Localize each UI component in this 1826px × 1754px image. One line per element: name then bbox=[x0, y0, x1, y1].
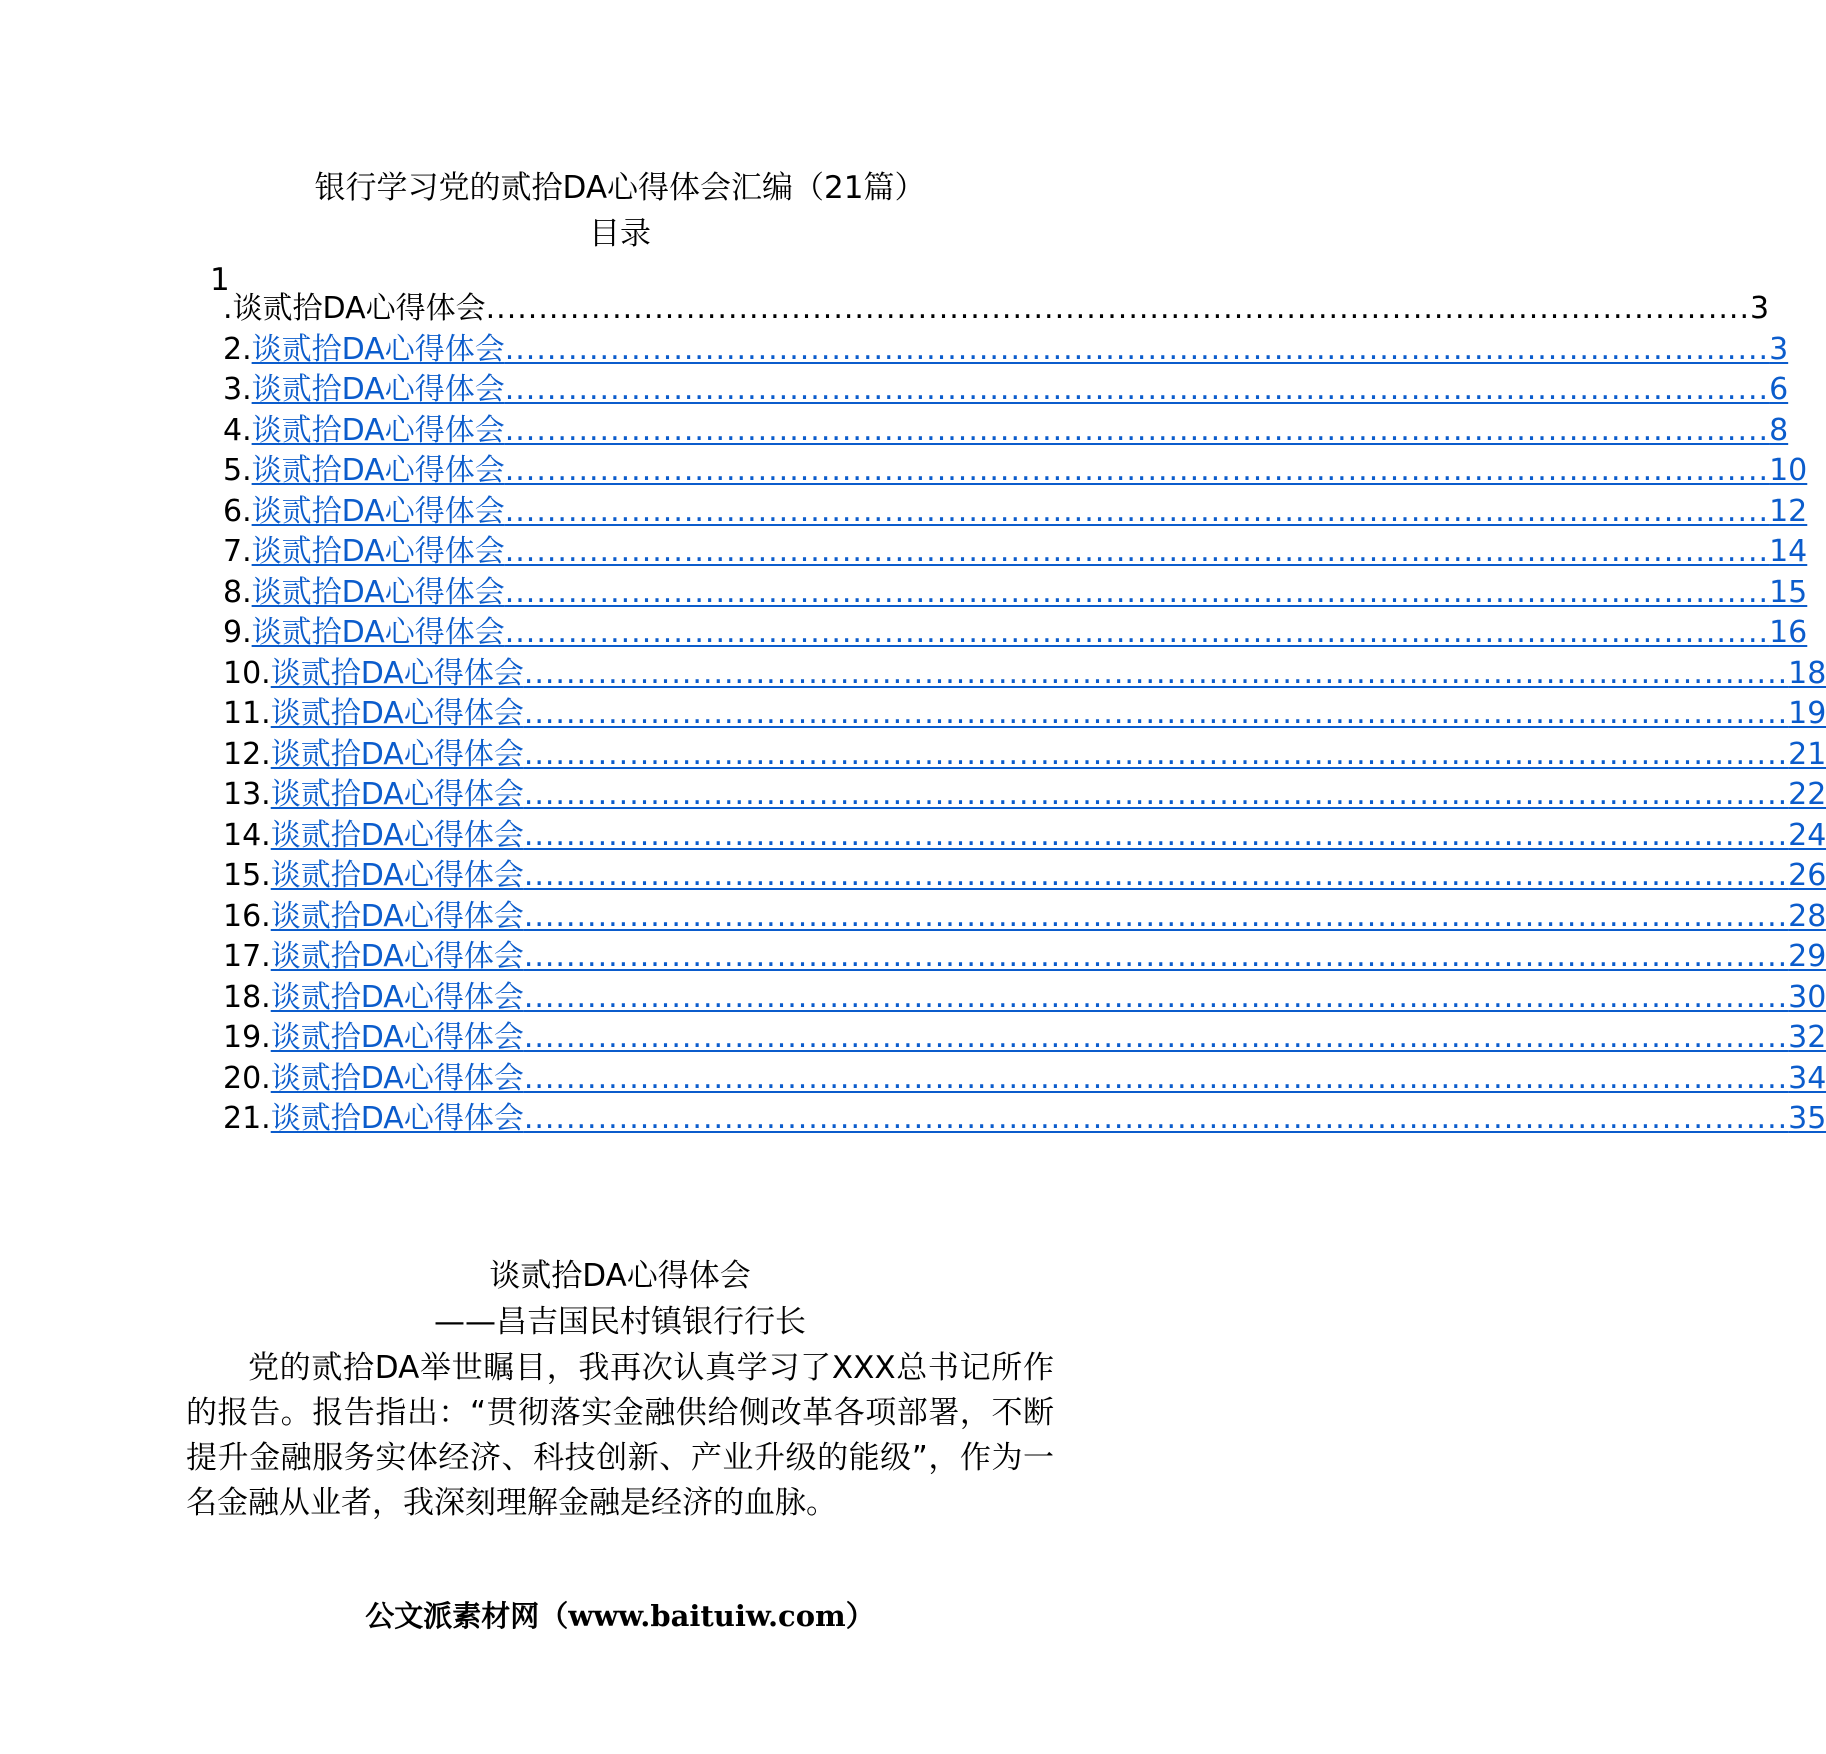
toc-entry-link[interactable] bbox=[252, 610, 1808, 655]
toc-leader-dots: ........................................................................................................................ bbox=[523, 898, 1789, 934]
toc-row bbox=[223, 772, 1826, 817]
toc-page-number: 12 bbox=[1769, 493, 1808, 529]
toc-entry-link[interactable] bbox=[271, 934, 1826, 979]
toc-entry-link[interactable] bbox=[252, 489, 1808, 534]
toc-row bbox=[223, 327, 1789, 372]
toc-lead-number: 1 bbox=[210, 262, 230, 298]
toc-page-number: 16 bbox=[1769, 615, 1808, 650]
toc-page-number: 18 bbox=[1788, 655, 1826, 691]
toc-item-number: 4. bbox=[223, 412, 252, 448]
toc-page-number: 15 bbox=[1769, 574, 1808, 610]
toc-row bbox=[223, 732, 1826, 777]
toc-entry-link[interactable] bbox=[252, 448, 1808, 493]
toc-item-number: 11. bbox=[223, 696, 271, 731]
toc-entry-link[interactable] bbox=[252, 408, 1789, 453]
toc-entry-label: 谈贰拾DA心得体会 bbox=[251, 574, 505, 610]
toc-entry-label: 谈贰拾DA心得体会 bbox=[270, 858, 524, 893]
toc-page-number: 35 bbox=[1788, 1101, 1826, 1136]
toc-page-number: 26 bbox=[1788, 858, 1826, 893]
article-subtitle: ——昌吉国民村镇银行行长 bbox=[434, 1304, 806, 1340]
toc-page-number: 22 bbox=[1788, 777, 1826, 812]
toc-row bbox=[223, 489, 1808, 534]
toc-entry-label: 谈贰拾DA心得体会 bbox=[270, 979, 524, 1015]
toc-leader-dots: ........................................................................................................................ bbox=[485, 291, 1750, 326]
article-paragraph: 党的贰拾DA举世瞩目，我再次认真学习了XXX总书记所作的报告。报告指出：“贯彻落实金融供给侧改革各项部署，不断提升金融服务实体经济、科技创新、产业升级的能级”，作为一名金融从业者，我深刻理解金融是经济的血脉。 bbox=[186, 1350, 1054, 1521]
toc-entry-label: .谈贰拾DA心得体会 bbox=[223, 291, 486, 326]
toc-entry-label: 谈贰拾DA心得体会 bbox=[251, 372, 505, 407]
toc-row bbox=[223, 651, 1826, 696]
toc-entry-label: 谈贰拾DA心得体会 bbox=[270, 1020, 524, 1055]
toc-row bbox=[223, 934, 1826, 979]
toc-heading: 目录 bbox=[589, 216, 651, 252]
toc-page-number: 30 bbox=[1788, 979, 1826, 1015]
toc-row bbox=[223, 448, 1808, 493]
toc-page-number: 28 bbox=[1788, 898, 1826, 934]
toc-leader-dots: ........................................................................................................................ bbox=[523, 736, 1789, 772]
toc-page-number: 34 bbox=[1788, 1060, 1826, 1096]
toc-page-number: 21 bbox=[1788, 736, 1826, 772]
toc-row bbox=[223, 691, 1826, 736]
toc-entry-link[interactable] bbox=[271, 853, 1826, 898]
toc-leader-dots: ........................................................................................................................ bbox=[504, 331, 1770, 367]
toc-entry-link[interactable] bbox=[271, 1096, 1826, 1141]
toc-item-number: 18. bbox=[223, 979, 271, 1015]
toc-entry-link[interactable] bbox=[271, 975, 1826, 1020]
toc-row bbox=[223, 529, 1808, 574]
toc-leader-dots: ........................................................................................................................ bbox=[523, 1020, 1789, 1055]
toc-item-number: 20. bbox=[223, 1060, 271, 1096]
toc-page-number: 29 bbox=[1788, 939, 1826, 974]
toc-entry-label: 谈贰拾DA心得体会 bbox=[251, 534, 505, 569]
toc-leader-dots: ........................................................................................................................ bbox=[504, 493, 1770, 529]
toc-item-number: 13. bbox=[223, 777, 271, 812]
footer-watermark: 公文派素材网（www.baituiw.com） bbox=[365, 1599, 875, 1633]
toc-row bbox=[223, 1015, 1826, 1060]
toc-item-number: 15. bbox=[223, 858, 271, 893]
toc-entry-link[interactable] bbox=[271, 894, 1826, 939]
document-title: 银行学习党的贰拾DA心得体会汇编（21篇） bbox=[314, 170, 926, 206]
toc-entry-label: 谈贰拾DA心得体会 bbox=[251, 412, 505, 448]
toc-entry-label: 谈贰拾DA心得体会 bbox=[270, 817, 524, 853]
toc-entry-label: 谈贰拾DA心得体会 bbox=[270, 1101, 524, 1136]
toc-item-number: 2. bbox=[223, 331, 252, 367]
toc-item-number: 10. bbox=[223, 655, 271, 691]
toc-leader-dots: ........................................................................................................................ bbox=[523, 655, 1789, 691]
toc-item-number: 3. bbox=[223, 372, 252, 407]
toc-item-number: 14. bbox=[223, 817, 271, 853]
toc-leader-dots: ........................................................................................................................ bbox=[523, 1101, 1789, 1136]
toc-row bbox=[223, 813, 1826, 858]
toc-leader-dots: ........................................................................................................................ bbox=[504, 372, 1770, 407]
toc-page-number: 19 bbox=[1788, 696, 1826, 731]
toc-entry-label: 谈贰拾DA心得体会 bbox=[251, 493, 505, 529]
toc-leader-dots: ........................................................................................................................ bbox=[523, 696, 1789, 731]
toc-item-number: 16. bbox=[223, 898, 271, 934]
toc-page-number: 14 bbox=[1769, 534, 1808, 569]
toc-leader-dots: ........................................................................................................................ bbox=[504, 534, 1770, 569]
toc-entry-link[interactable] bbox=[271, 732, 1826, 777]
toc-entry-label: 谈贰拾DA心得体会 bbox=[270, 736, 524, 772]
toc-item-number: 7. bbox=[223, 534, 252, 569]
toc-entry-link[interactable] bbox=[252, 327, 1789, 372]
toc-row bbox=[223, 1096, 1826, 1141]
toc-entry-link[interactable] bbox=[252, 570, 1808, 615]
toc-entry-label: 谈贰拾DA心得体会 bbox=[251, 331, 505, 367]
toc-entry-label: 谈贰拾DA心得体会 bbox=[270, 1060, 524, 1096]
toc-leader-dots: ........................................................................................................................ bbox=[523, 777, 1789, 812]
toc-entry-link[interactable] bbox=[271, 1015, 1826, 1060]
toc-item-number: 17. bbox=[223, 939, 271, 974]
toc-entry-link[interactable] bbox=[271, 1056, 1826, 1101]
toc-leader-dots: ........................................................................................................................ bbox=[523, 939, 1789, 974]
toc-row bbox=[223, 408, 1789, 453]
toc-row bbox=[223, 286, 1770, 331]
toc-item-number: 6. bbox=[223, 493, 252, 529]
article-title: 谈贰拾DA心得体会 bbox=[489, 1258, 751, 1294]
toc-leader-dots: ........................................................................................................................ bbox=[504, 412, 1770, 448]
toc-entry-link[interactable] bbox=[271, 651, 1826, 696]
toc-leader-dots: ........................................................................................................................ bbox=[523, 817, 1789, 853]
toc-entry-link[interactable] bbox=[271, 772, 1826, 817]
toc-leader-dots: ........................................................................................................................ bbox=[523, 1060, 1789, 1096]
toc-row bbox=[223, 894, 1826, 939]
toc-entry-label: 谈贰拾DA心得体会 bbox=[270, 696, 524, 731]
toc-entry-link[interactable] bbox=[252, 367, 1789, 412]
toc-item-number: 5. bbox=[223, 453, 252, 488]
toc-item-number: 8. bbox=[223, 574, 252, 610]
toc-row bbox=[223, 853, 1826, 898]
toc-entry-label: 谈贰拾DA心得体会 bbox=[270, 898, 524, 934]
toc-entry-label: 谈贰拾DA心得体会 bbox=[251, 615, 505, 650]
toc-leader-dots: ........................................................................................................................ bbox=[504, 453, 1770, 488]
toc-page-number: 10 bbox=[1769, 453, 1808, 488]
toc-leader-dots: ........................................................................................................................ bbox=[523, 979, 1789, 1015]
toc-item-number: 19. bbox=[223, 1020, 271, 1055]
toc-item-number: 9. bbox=[223, 615, 252, 650]
toc-row bbox=[223, 367, 1789, 412]
toc-row bbox=[223, 570, 1808, 615]
toc-entry-label: 谈贰拾DA心得体会 bbox=[251, 453, 505, 488]
toc-item-number: 21. bbox=[223, 1101, 271, 1136]
toc-page-number: 3 bbox=[1749, 291, 1770, 326]
toc-leader-dots: ........................................................................................................................ bbox=[504, 574, 1770, 610]
toc-page-number: 32 bbox=[1788, 1020, 1826, 1055]
toc-entry-link[interactable] bbox=[271, 691, 1826, 736]
toc-item-number: 12. bbox=[223, 736, 271, 772]
toc-entry-label: 谈贰拾DA心得体会 bbox=[270, 655, 524, 691]
toc-entry-link[interactable] bbox=[252, 529, 1808, 574]
toc-page-number: 3 bbox=[1769, 331, 1789, 367]
toc-leader-dots: ........................................................................................................................ bbox=[504, 615, 1770, 650]
toc-entry-link bbox=[223, 286, 1769, 331]
toc-entry-label: 谈贰拾DA心得体会 bbox=[270, 777, 524, 812]
toc-leader-dots: ........................................................................................................................ bbox=[523, 858, 1789, 893]
toc-page-number: 8 bbox=[1769, 412, 1789, 448]
toc-row bbox=[223, 1056, 1826, 1101]
toc-entry-link[interactable] bbox=[271, 813, 1826, 858]
toc-row bbox=[223, 610, 1808, 655]
toc-page-number: 24 bbox=[1788, 817, 1826, 853]
toc-page-number: 6 bbox=[1769, 372, 1789, 407]
toc-entry-label: 谈贰拾DA心得体会 bbox=[270, 939, 524, 974]
toc-row bbox=[223, 975, 1826, 1020]
